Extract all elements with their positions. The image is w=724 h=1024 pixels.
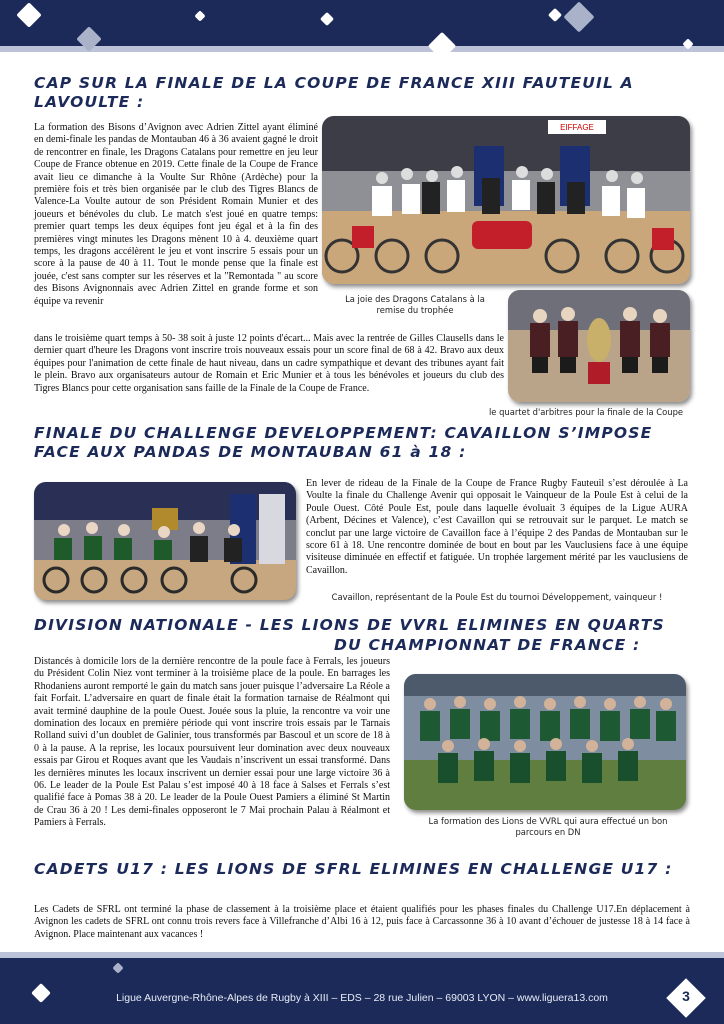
- page-number: 3: [682, 988, 690, 1004]
- section1-text-a: La formation des Bisons d’Avignon avec Adrien Zittel ayant éliminé en demi-finale les pandas de Montauban 46 à 36 avaient gagné le droit de rencontrer en finale, les Dragons Catalans pour remettre en jeu leur Coupe de France obtenue en 2019. Cette finale de la Coupe de France avait lieu ce dimanche à la Voulte Sur Rhône (Ardèche) pour la première fois et très bien organisée par le club des Tigres Blancs de Valence-La Voulte autour de son Président Romain Munier et des joueurs et bénévoles du club. Le match s'est joué en quatre temps: premier quart temps les deux équipes font jeu égal et à la fin des premières vingt minutes les Dragons mènent 10 à 4. deuxième quart temps, les dragons accélèrent le jeu et vont inscrire 5 essais pour un score à la pause de 40 à 11. Tout le monde pense que la finale est jouée, c'est sans compter sur les réserves et la "Remontada " au score des Bisons Avignonnais avec Adrien Zittel en grande forme et son équipe va revenir: [34, 122, 318, 307]
- section3-title-line1: DIVISION NATIONALE - LES LIONS DE VVRL ELIMINES EN QUARTS: [34, 616, 665, 634]
- section1-title: CAP SUR LA FINALE DE LA COUPE DE FRANCE XIII FAUTEUIL A LAVOULTE :: [34, 74, 634, 111]
- photo-lions-vvrl: [404, 674, 686, 810]
- section4-text: Les Cadets de SFRL ont terminé la phase de classement à la troisième place et étaient qualifiés pour les phases finales du Challenge U17.En déplacement à Avignon les cadets de SFRL ont connu trois revers face à Villefranche d’Albi 16 à 12, puis face à Carcassonne 36 à 10 avant d’échouer de justesse 18 à 14 face à Avignon. Place maintenant aux vacances !: [34, 904, 690, 940]
- photo-lions-vvrl-image: [404, 674, 686, 810]
- photo-referees-image: [508, 290, 690, 402]
- section3-text: Distancés à domicile lors de la dernière rencontre de la poule face à Ferrals, les joueurs du Président Colin Niez vont terminer à la troisième place de la poule. En barrages les Rhodaniens auront remporté le gain du match sans jouer puisque l’adversaire La Réole a fait Forfait. L’adversaire en quart de finale était la formation tarnaise de Réalmont qui avait terminé dauphine de la poule Ouest. Jouée sous la pluie, la rencontre va voir une domination des locaux en première période qui vont inscrire trois essais par le Tarnais Rolland suivi d’un doublet de Galinier, tous transformés par Bascoul et un score de 18 à 0 à la pause. A la reprise, les locaux poursuivent leur domination avec deux nouveaux essais par Girou et Roques avant que les Vaudais n’inscrivent un essai transformé. Dans les dernières minutes les locaux inscrivent un dernier essai pour une large victoire 36 à 06. Le leader de la Poule Est Palau s’est imposé 40 à 18 face à Salses et Ferrals s’est qualifié face à Pomas 38 à 20. Le leader de la Poule Ouest Pamiers a éliminé St Martin de Crau 36 à 20 ! Les demi-finales opposeront le 7 Mai prochain Palau à Réalmont et Pamiers à Ferrals.: [34, 656, 390, 829]
- section2-text: En lever de rideau de la Finale de la Coupe de France Rugby Fauteuil s’est déroulée à La Voulte la finale du Challenge Avenir qui opposait le Vainqueur de la Poule Est à celui de la Poule Ouest. Côté Poule Est, poule dans laquelle évoluait 3 équipes de la Ligue AURA (Arbent, Décines et Valence), c’est Cavaillon qui se retrouvait sur le parquet. Le match se conclut par une large victoire de Cavaillon face à l’équipe 2 des Pandas de Montauban sur le score 61 à 18. Une rencontre dominée de bout en bout par les Vauclusiens face à une équipe visiteuse diminuée en effectif et fatiguée. Un trophée largement mérité par les vauclusiens de Cavaillon.: [306, 478, 688, 576]
- photo-dragons-trophy: [322, 116, 690, 284]
- header-stripe: [0, 46, 724, 52]
- footer-address: Ligue Auvergne-Rhône-Alpes de Rugby à XIII – EDS – 28 rue Julien – 69003 LYON – www.liguera13.com: [116, 992, 608, 1004]
- photo-cavaillon-image: [34, 482, 296, 600]
- section4-title: CADETS U17 : LES LIONS DE SFRL ELIMINES EN CHALLENGE U17 :: [34, 860, 673, 878]
- photo-referees: [508, 290, 690, 402]
- photo-dragons-trophy-image: [322, 116, 690, 284]
- caption-cavaillon: Cavaillon, représentant de la Poule Est du tournoi Développement, vainqueur !: [331, 592, 663, 602]
- photo-cavaillon: [34, 482, 296, 600]
- footer-band: [0, 958, 724, 1024]
- caption-lions-vvrl: La formation des Lions de VVRL qui aura effectué un bon parcours en DN: [428, 816, 668, 837]
- header-band: [0, 0, 724, 46]
- caption-dragons: La joie des Dragons Catalans à la remise du trophée: [345, 294, 485, 315]
- section1-text-b: dans le troisième quart temps à 50- 38 soit à juste 12 points d'écart... Mais avec la rentrée de Gilles Clausells dans le dernier quart d'heure les Dragons vont inscrire trois nouveaux essais pour un score final de 68 à 42. Bravo aux deux équipes pour l'animation de cette finale de haut niveau, dans un cadre sympathique et devant des tribunes ayant fait le plein. Bravo aux organisateurs autour de Romain et Eric Munier et à tous les bénévoles et joueurs du club des Tigres Blancs pour cette organisation sans faille de la Finale de la Coupe de France.: [34, 333, 504, 394]
- section3-title-line2: DU CHAMPIONNAT DE FRANCE :: [334, 636, 641, 654]
- section2-title: FINALE DU CHALLENGE DEVELOPPEMENT: CAVAILLON S’IMPOSE FACE AUX PANDAS DE MONTAUBAN 61 à 18 :: [34, 424, 653, 461]
- eiffage-banner: EIFFAGE: [560, 123, 594, 132]
- caption-referees: le quartet d'arbitres pour la finale de la Coupe: [488, 407, 684, 417]
